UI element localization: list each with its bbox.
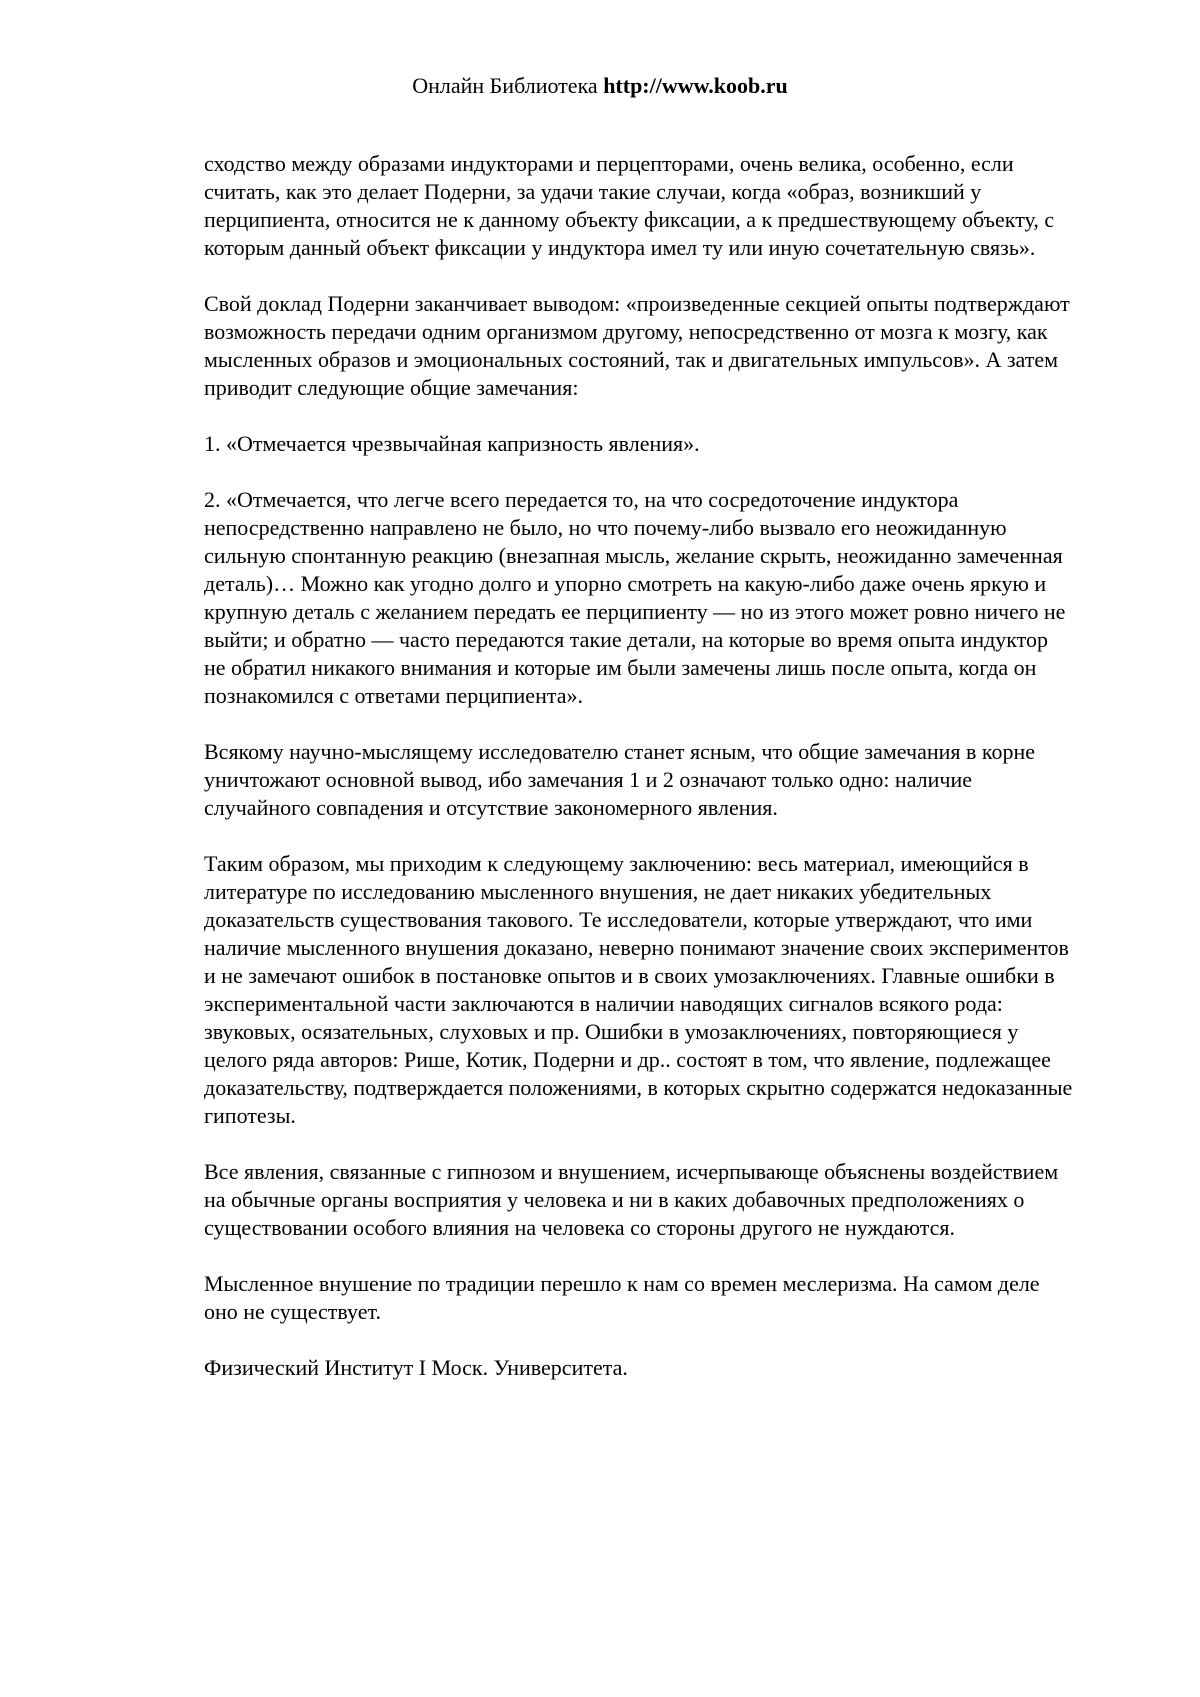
header-url-link[interactable]: http://www.koob.ru [603, 73, 788, 98]
paragraph: Свой доклад Подерни заканчивает выводом: «произведенные секцией опыты подтверждают возможность передачи одним организмом другому, непосредственно от мозга к мозгу, как мысленных образов и эмоциональных состояний, так и двигательных импульсов». А затем приводит следующие общие замечания: [204, 291, 1070, 400]
header-prefix: Онлайн Библиотека [412, 73, 604, 98]
paragraph: Мысленное внушение по традиции перешло к нам со времен меслеризма. На самом деле оно не существует. [204, 1271, 1040, 1324]
signature-line: Физический Институт I Моск. Университета. [204, 1355, 628, 1380]
paragraph: сходство между образами индукторами и перцепторами, очень велика, особенно, если считать, как это делает Подерни, за удачи такие случаи, когда «образ, возникший у перципиента, относится не к данному объекту фиксации, а к предшествующему объекту, с которым данный объект фиксации у индуктора имел ту или иную сочетательную связь». [204, 151, 1055, 260]
document-body [204, 150, 1074, 1410]
paragraph: 2. «Отмечается, что легче всего передается то, на что сосредоточение индуктора непосредственно направлено не было, но что почему-либо вызвало его неожиданную сильную спонтанную реакцию (внезапная мысль, желание скрыть, неожиданно замеченная деталь)… Можно как угодно долго и упорно смотреть на какую-либо даже очень яркую и крупную деталь с желанием передать ее перципиенту — но из этого может ровно ничего не выйти; и обратно — часто передаются такие детали, на которые во время опыта индуктор не обратил никакого внимания и которые им были замечены лишь после опыта, когда он познакомился с ответами перципиента». [204, 487, 1066, 708]
page-header [0, 72, 1200, 100]
paragraph: Всякому научно-мыслящему исследователю станет ясным, что общие замечания в корне уничтожают основной вывод, ибо замечания 1 и 2 означают только одно: наличие случайного совпадения и отсутствие закономерного явления. [204, 739, 1036, 820]
paragraph: Все явления, связанные с гипнозом и внушением, исчерпывающе объяснены воздействием на обычные органы восприятия у человека и ни в каких добавочных предположениях о существовании особого влияния на человека со стороны другого не нуждаются. [204, 1159, 1059, 1240]
paragraph: 1. «Отмечается чрезвычайная капризность явления». [204, 431, 700, 456]
paragraph: Таким образом, мы приходим к следующему заключению: весь материал, имеющийся в литературе по исследованию мысленного внушения, не дает никаких убедительных доказательств существования такового. Те исследователи, которые утверждают, что ими наличие мысленного внушения доказано, неверно понимают значение своих экспериментов и не замечают ошибок в постановке опытов и в своих умозаключениях. Главные ошибки в экспериментальной части заключаются в наличии наводящих сигналов всякого рода: звуковых, осязательных, слуховых и пр. Ошибки в умозаключениях, повторяющиеся у целого ряда авторов: Рише, Котик, Подерни и др.. состоят в том, что явление, подлежащее доказательству, подтверждается положениями, в которых скрытно содержатся недоказанные гипотезы. [204, 851, 1073, 1128]
